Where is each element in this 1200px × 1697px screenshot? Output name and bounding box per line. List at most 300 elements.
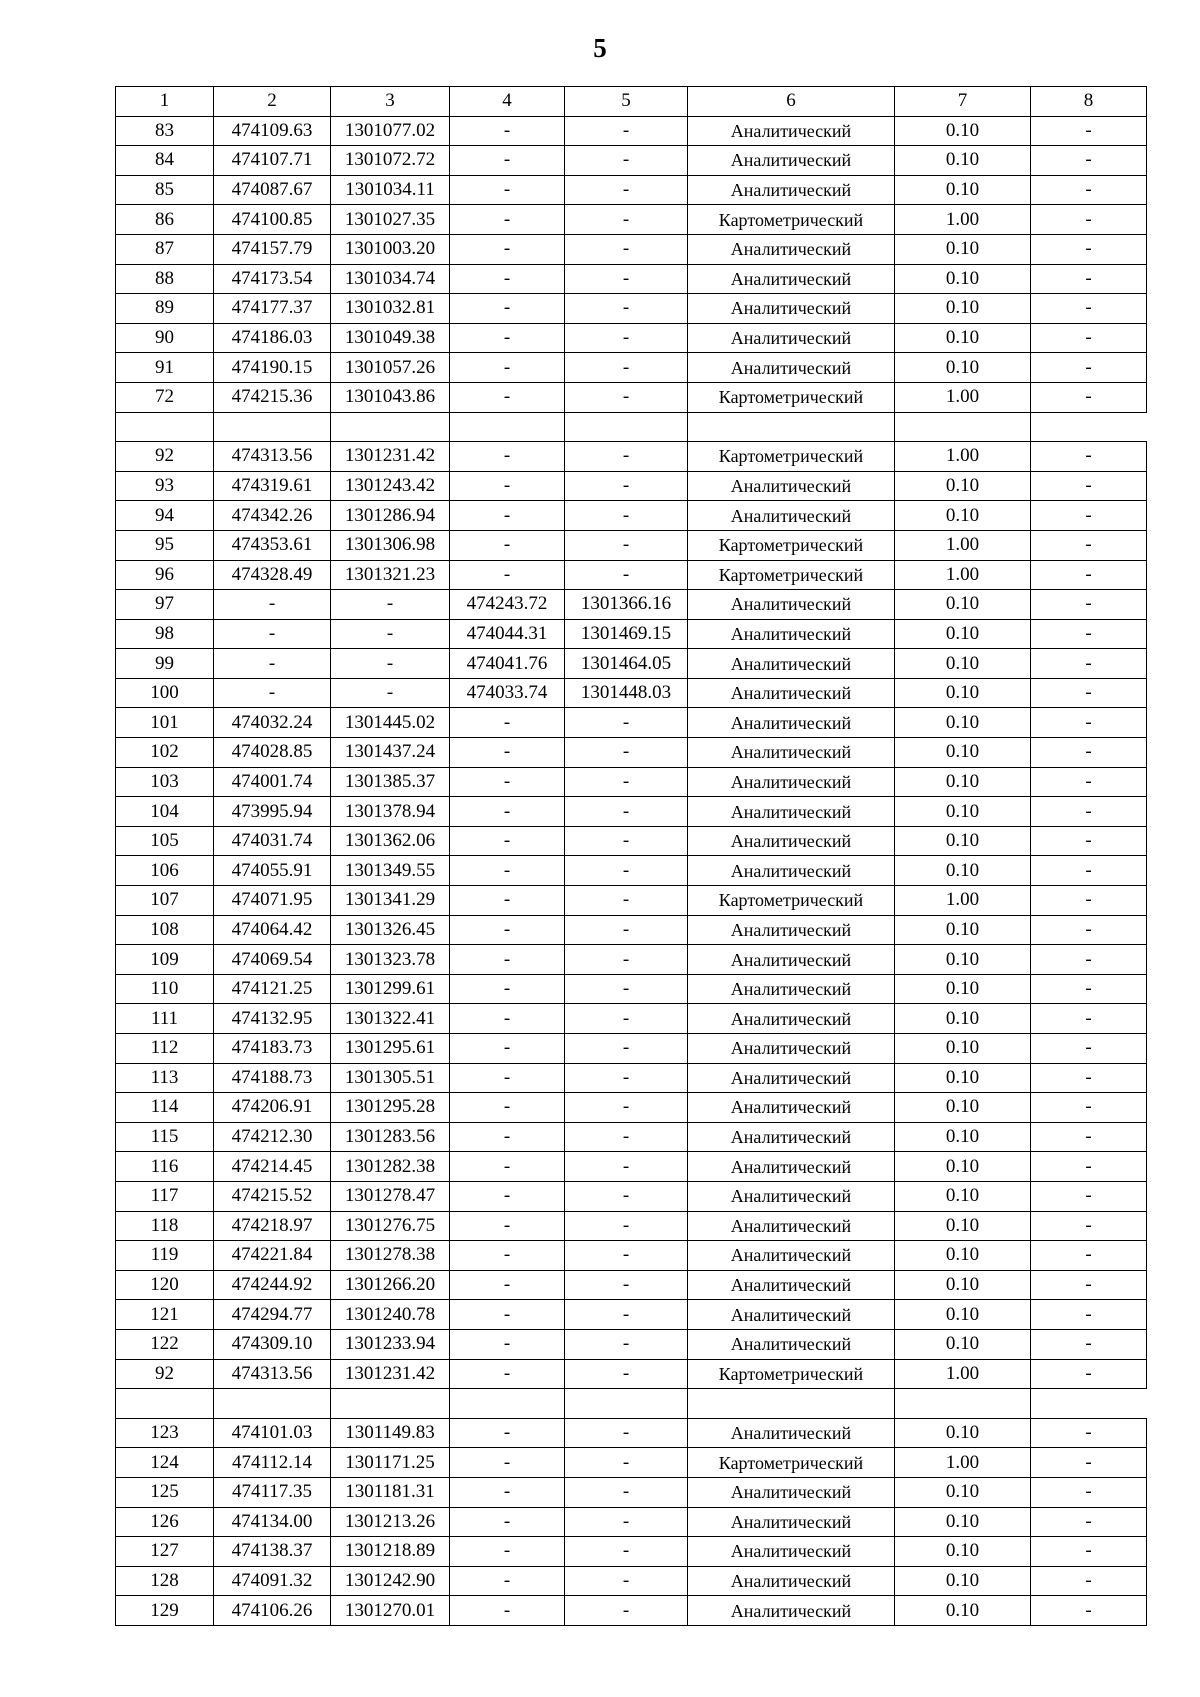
- accuracy-cell: 0.10: [895, 826, 1031, 856]
- accuracy-cell: 1.00: [895, 530, 1031, 560]
- x-coordinate-cell: 474031.74: [214, 826, 331, 856]
- empty-cell: [331, 412, 450, 442]
- point-number-cell: 95: [116, 530, 214, 560]
- accuracy-cell: 0.10: [895, 1034, 1031, 1064]
- y-coordinate-cell: 1301445.02: [331, 708, 450, 738]
- x-coordinate-cell: -: [214, 590, 331, 620]
- x-coordinate-cell: 474342.26: [214, 501, 331, 531]
- y-coordinate-cell: 1301034.74: [331, 264, 450, 294]
- empty-cell: [116, 1389, 214, 1419]
- x-coordinate-alt-cell: -: [450, 294, 565, 324]
- note-cell: -: [1031, 1181, 1147, 1211]
- method-cell: Аналитический: [688, 146, 895, 176]
- method-cell: Картометрический: [688, 886, 895, 916]
- accuracy-cell: 0.10: [895, 945, 1031, 975]
- y-coordinate-alt-cell: 1301464.05: [565, 649, 688, 679]
- method-cell: Аналитический: [688, 294, 895, 324]
- table-row: [116, 915, 1147, 945]
- y-coordinate-alt-cell: -: [565, 945, 688, 975]
- y-coordinate-cell: 1301171.25: [331, 1448, 450, 1478]
- y-coordinate-cell: 1301323.78: [331, 945, 450, 975]
- note-cell: -: [1031, 590, 1147, 620]
- method-cell: Аналитический: [688, 1034, 895, 1064]
- note-cell: -: [1031, 1329, 1147, 1359]
- x-coordinate-alt-cell: -: [450, 175, 565, 205]
- table-row: [116, 294, 1147, 324]
- y-coordinate-cell: 1301049.38: [331, 323, 450, 353]
- y-coordinate-cell: 1301243.42: [331, 471, 450, 501]
- x-coordinate-cell: 474138.37: [214, 1537, 331, 1567]
- y-coordinate-cell: 1301282.38: [331, 1152, 450, 1182]
- note-cell: -: [1031, 471, 1147, 501]
- y-coordinate-alt-cell: -: [565, 856, 688, 886]
- accuracy-cell: 0.10: [895, 1477, 1031, 1507]
- x-coordinate-alt-cell: -: [450, 767, 565, 797]
- point-number-cell: 107: [116, 886, 214, 916]
- note-cell: -: [1031, 1152, 1147, 1182]
- x-coordinate-cell: 474157.79: [214, 234, 331, 264]
- table-row: [116, 175, 1147, 205]
- x-coordinate-alt-cell: -: [450, 1004, 565, 1034]
- method-cell: Картометрический: [688, 382, 895, 412]
- y-coordinate-cell: 1301283.56: [331, 1122, 450, 1152]
- point-number-cell: 115: [116, 1122, 214, 1152]
- y-coordinate-alt-cell: -: [565, 116, 688, 146]
- empty-cell: [116, 412, 214, 442]
- y-coordinate-alt-cell: -: [565, 1477, 688, 1507]
- accuracy-cell: 0.10: [895, 1329, 1031, 1359]
- x-coordinate-alt-cell: -: [450, 1596, 565, 1626]
- table-row: [116, 382, 1147, 412]
- y-coordinate-cell: 1301231.42: [331, 1359, 450, 1389]
- y-coordinate-cell: 1301233.94: [331, 1329, 450, 1359]
- point-number-cell: 85: [116, 175, 214, 205]
- note-cell: -: [1031, 294, 1147, 324]
- y-coordinate-cell: 1301057.26: [331, 353, 450, 383]
- y-coordinate-alt-cell: -: [565, 353, 688, 383]
- y-coordinate-cell: 1301077.02: [331, 116, 450, 146]
- point-number-cell: 106: [116, 856, 214, 886]
- x-coordinate-alt-cell: -: [450, 323, 565, 353]
- y-coordinate-alt-cell: -: [565, 1596, 688, 1626]
- point-number-cell: 90: [116, 323, 214, 353]
- x-coordinate-cell: 474313.56: [214, 1359, 331, 1389]
- table-row: [116, 1152, 1147, 1182]
- accuracy-cell: 0.10: [895, 974, 1031, 1004]
- method-cell: Аналитический: [688, 1181, 895, 1211]
- x-coordinate-cell: 474188.73: [214, 1063, 331, 1093]
- x-coordinate-alt-cell: -: [450, 205, 565, 235]
- point-number-cell: 108: [116, 915, 214, 945]
- method-cell: Аналитический: [688, 678, 895, 708]
- point-number-cell: 123: [116, 1418, 214, 1448]
- y-coordinate-alt-cell: -: [565, 382, 688, 412]
- y-coordinate-alt-cell: -: [565, 1300, 688, 1330]
- y-coordinate-alt-cell: 1301366.16: [565, 590, 688, 620]
- table-row: [116, 471, 1147, 501]
- y-coordinate-cell: 1301032.81: [331, 294, 450, 324]
- table-row: [116, 501, 1147, 531]
- note-cell: -: [1031, 1507, 1147, 1537]
- method-cell: Аналитический: [688, 856, 895, 886]
- method-cell: Аналитический: [688, 1507, 895, 1537]
- accuracy-cell: 0.10: [895, 234, 1031, 264]
- method-cell: Аналитический: [688, 1004, 895, 1034]
- note-cell: -: [1031, 708, 1147, 738]
- note-cell: -: [1031, 501, 1147, 531]
- method-cell: Аналитический: [688, 501, 895, 531]
- method-cell: Аналитический: [688, 116, 895, 146]
- note-cell: -: [1031, 1093, 1147, 1123]
- y-coordinate-alt-cell: -: [565, 234, 688, 264]
- x-coordinate-cell: 474183.73: [214, 1034, 331, 1064]
- accuracy-cell: 0.10: [895, 1300, 1031, 1330]
- x-coordinate-alt-cell: -: [450, 382, 565, 412]
- point-number-cell: 114: [116, 1093, 214, 1123]
- y-coordinate-cell: 1301270.01: [331, 1596, 450, 1626]
- x-coordinate-alt-cell: -: [450, 1211, 565, 1241]
- method-cell: Аналитический: [688, 767, 895, 797]
- y-coordinate-alt-cell: -: [565, 767, 688, 797]
- separator-row: [116, 412, 1147, 442]
- accuracy-cell: 0.10: [895, 678, 1031, 708]
- point-number-cell: 87: [116, 234, 214, 264]
- note-cell: -: [1031, 382, 1147, 412]
- accuracy-cell: 0.10: [895, 1122, 1031, 1152]
- x-coordinate-cell: 474101.03: [214, 1418, 331, 1448]
- accuracy-cell: 0.10: [895, 146, 1031, 176]
- note-cell: -: [1031, 797, 1147, 827]
- note-cell: -: [1031, 175, 1147, 205]
- x-coordinate-cell: 474134.00: [214, 1507, 331, 1537]
- method-cell: Аналитический: [688, 1477, 895, 1507]
- method-cell: Картометрический: [688, 530, 895, 560]
- method-cell: Аналитический: [688, 590, 895, 620]
- method-cell: Аналитический: [688, 234, 895, 264]
- table-row: [116, 767, 1147, 797]
- y-coordinate-alt-cell: -: [565, 1359, 688, 1389]
- method-cell: Аналитический: [688, 1241, 895, 1271]
- x-coordinate-cell: 474215.36: [214, 382, 331, 412]
- method-cell: Картометрический: [688, 560, 895, 590]
- x-coordinate-alt-cell: -: [450, 1537, 565, 1567]
- table-row: [116, 1211, 1147, 1241]
- point-number-cell: 103: [116, 767, 214, 797]
- note-cell: -: [1031, 678, 1147, 708]
- method-cell: Аналитический: [688, 1329, 895, 1359]
- table-row: [116, 1004, 1147, 1034]
- header-cell: 2: [214, 87, 331, 117]
- x-coordinate-cell: 474214.45: [214, 1152, 331, 1182]
- x-coordinate-alt-cell: -: [450, 116, 565, 146]
- empty-cell: [688, 412, 895, 442]
- y-coordinate-cell: 1301306.98: [331, 530, 450, 560]
- x-coordinate-cell: -: [214, 678, 331, 708]
- table-row: [116, 708, 1147, 738]
- x-coordinate-alt-cell: -: [450, 530, 565, 560]
- accuracy-cell: 0.10: [895, 856, 1031, 886]
- method-cell: Аналитический: [688, 1063, 895, 1093]
- y-coordinate-cell: 1301242.90: [331, 1566, 450, 1596]
- x-coordinate-alt-cell: -: [450, 886, 565, 916]
- point-number-cell: 127: [116, 1537, 214, 1567]
- method-cell: Аналитический: [688, 797, 895, 827]
- x-coordinate-cell: 474100.85: [214, 205, 331, 235]
- accuracy-cell: 0.10: [895, 619, 1031, 649]
- y-coordinate-alt-cell: -: [565, 915, 688, 945]
- table-row: [116, 590, 1147, 620]
- point-number-cell: 113: [116, 1063, 214, 1093]
- point-number-cell: 129: [116, 1596, 214, 1626]
- note-cell: -: [1031, 116, 1147, 146]
- accuracy-cell: 1.00: [895, 205, 1031, 235]
- accuracy-cell: 0.10: [895, 353, 1031, 383]
- x-coordinate-cell: 474353.61: [214, 530, 331, 560]
- accuracy-cell: 1.00: [895, 1448, 1031, 1478]
- accuracy-cell: 0.10: [895, 1241, 1031, 1271]
- x-coordinate-cell: 474173.54: [214, 264, 331, 294]
- point-number-cell: 104: [116, 797, 214, 827]
- method-cell: Аналитический: [688, 1093, 895, 1123]
- note-cell: -: [1031, 1300, 1147, 1330]
- point-number-cell: 116: [116, 1152, 214, 1182]
- table-row: [116, 945, 1147, 975]
- method-cell: Аналитический: [688, 945, 895, 975]
- y-coordinate-cell: 1301034.11: [331, 175, 450, 205]
- x-coordinate-cell: 474121.25: [214, 974, 331, 1004]
- empty-cell: [450, 1389, 565, 1419]
- y-coordinate-alt-cell: -: [565, 797, 688, 827]
- y-coordinate-alt-cell: 1301469.15: [565, 619, 688, 649]
- x-coordinate-alt-cell: -: [450, 1034, 565, 1064]
- note-cell: -: [1031, 1211, 1147, 1241]
- point-number-cell: 125: [116, 1477, 214, 1507]
- y-coordinate-cell: 1301341.29: [331, 886, 450, 916]
- y-coordinate-cell: 1301231.42: [331, 442, 450, 472]
- table-row: [116, 1093, 1147, 1123]
- x-coordinate-cell: 474032.24: [214, 708, 331, 738]
- x-coordinate-alt-cell: -: [450, 234, 565, 264]
- empty-cell: [214, 412, 331, 442]
- method-cell: Аналитический: [688, 175, 895, 205]
- accuracy-cell: 0.10: [895, 471, 1031, 501]
- y-coordinate-cell: 1301286.94: [331, 501, 450, 531]
- note-cell: -: [1031, 826, 1147, 856]
- table-row: [116, 530, 1147, 560]
- y-coordinate-cell: 1301003.20: [331, 234, 450, 264]
- x-coordinate-cell: 474218.97: [214, 1211, 331, 1241]
- table-row: [116, 1448, 1147, 1478]
- y-coordinate-cell: 1301362.06: [331, 826, 450, 856]
- empty-cell: [1031, 412, 1147, 442]
- x-coordinate-alt-cell: -: [450, 1329, 565, 1359]
- x-coordinate-cell: 474132.95: [214, 1004, 331, 1034]
- y-coordinate-cell: -: [331, 649, 450, 679]
- point-number-cell: 124: [116, 1448, 214, 1478]
- accuracy-cell: 0.10: [895, 1537, 1031, 1567]
- note-cell: -: [1031, 1596, 1147, 1626]
- note-cell: -: [1031, 205, 1147, 235]
- x-coordinate-alt-cell: 474033.74: [450, 678, 565, 708]
- table-row: [116, 1537, 1147, 1567]
- point-number-cell: 84: [116, 146, 214, 176]
- x-coordinate-alt-cell: -: [450, 915, 565, 945]
- accuracy-cell: 0.10: [895, 264, 1031, 294]
- point-number-cell: 97: [116, 590, 214, 620]
- y-coordinate-alt-cell: -: [565, 1211, 688, 1241]
- method-cell: Аналитический: [688, 826, 895, 856]
- x-coordinate-alt-cell: -: [450, 501, 565, 531]
- table-row: [116, 264, 1147, 294]
- accuracy-cell: 0.10: [895, 116, 1031, 146]
- y-coordinate-alt-cell: -: [565, 1537, 688, 1567]
- table-row: [116, 1241, 1147, 1271]
- y-coordinate-cell: 1301276.75: [331, 1211, 450, 1241]
- note-cell: -: [1031, 1241, 1147, 1271]
- accuracy-cell: 0.10: [895, 1418, 1031, 1448]
- point-number-cell: 91: [116, 353, 214, 383]
- x-coordinate-alt-cell: -: [450, 264, 565, 294]
- table-body: [116, 87, 1147, 1626]
- x-coordinate-alt-cell: -: [450, 738, 565, 768]
- empty-cell: [688, 1389, 895, 1419]
- x-coordinate-alt-cell: -: [450, 1507, 565, 1537]
- accuracy-cell: 0.10: [895, 1270, 1031, 1300]
- y-coordinate-cell: 1301181.31: [331, 1477, 450, 1507]
- note-cell: -: [1031, 1566, 1147, 1596]
- y-coordinate-alt-cell: -: [565, 708, 688, 738]
- y-coordinate-alt-cell: -: [565, 501, 688, 531]
- y-coordinate-cell: 1301278.38: [331, 1241, 450, 1271]
- y-coordinate-alt-cell: -: [565, 1418, 688, 1448]
- x-coordinate-alt-cell: -: [450, 146, 565, 176]
- y-coordinate-cell: 1301072.72: [331, 146, 450, 176]
- method-cell: Аналитический: [688, 974, 895, 1004]
- x-coordinate-alt-cell: -: [450, 856, 565, 886]
- y-coordinate-cell: 1301295.28: [331, 1093, 450, 1123]
- table-row: [116, 1596, 1147, 1626]
- y-coordinate-cell: 1301322.41: [331, 1004, 450, 1034]
- method-cell: Аналитический: [688, 1537, 895, 1567]
- y-coordinate-alt-cell: -: [565, 1270, 688, 1300]
- method-cell: Аналитический: [688, 264, 895, 294]
- table-row: [116, 1063, 1147, 1093]
- y-coordinate-cell: 1301349.55: [331, 856, 450, 886]
- accuracy-cell: 0.10: [895, 1152, 1031, 1182]
- y-coordinate-cell: -: [331, 619, 450, 649]
- method-cell: Аналитический: [688, 1211, 895, 1241]
- note-cell: -: [1031, 234, 1147, 264]
- note-cell: -: [1031, 442, 1147, 472]
- point-number-cell: 126: [116, 1507, 214, 1537]
- x-coordinate-cell: 474319.61: [214, 471, 331, 501]
- accuracy-cell: 1.00: [895, 382, 1031, 412]
- note-cell: -: [1031, 856, 1147, 886]
- point-number-cell: 100: [116, 678, 214, 708]
- x-coordinate-alt-cell: -: [450, 560, 565, 590]
- header-cell: 8: [1031, 87, 1147, 117]
- coordinates-table: [115, 86, 1147, 1626]
- point-number-cell: 110: [116, 974, 214, 1004]
- x-coordinate-cell: 474112.14: [214, 1448, 331, 1478]
- method-cell: Картометрический: [688, 1359, 895, 1389]
- header-cell: 1: [116, 87, 214, 117]
- table-row: [116, 1122, 1147, 1152]
- accuracy-cell: 1.00: [895, 560, 1031, 590]
- y-coordinate-cell: 1301266.20: [331, 1270, 450, 1300]
- method-cell: Картометрический: [688, 205, 895, 235]
- point-number-cell: 88: [116, 264, 214, 294]
- empty-cell: [214, 1389, 331, 1419]
- x-coordinate-cell: 474244.92: [214, 1270, 331, 1300]
- method-cell: Аналитический: [688, 1300, 895, 1330]
- point-number-cell: 92: [116, 442, 214, 472]
- accuracy-cell: 0.10: [895, 767, 1031, 797]
- y-coordinate-alt-cell: 1301448.03: [565, 678, 688, 708]
- x-coordinate-cell: 474069.54: [214, 945, 331, 975]
- accuracy-cell: 0.10: [895, 649, 1031, 679]
- note-cell: -: [1031, 1418, 1147, 1448]
- point-number-cell: 117: [116, 1181, 214, 1211]
- accuracy-cell: 0.10: [895, 915, 1031, 945]
- table-row: [116, 856, 1147, 886]
- note-cell: -: [1031, 1034, 1147, 1064]
- table-row: [116, 1329, 1147, 1359]
- table-row: [116, 353, 1147, 383]
- x-coordinate-alt-cell: -: [450, 797, 565, 827]
- y-coordinate-alt-cell: -: [565, 294, 688, 324]
- method-cell: Аналитический: [688, 1418, 895, 1448]
- x-coordinate-cell: 474109.63: [214, 116, 331, 146]
- note-cell: -: [1031, 530, 1147, 560]
- y-coordinate-cell: 1301299.61: [331, 974, 450, 1004]
- x-coordinate-cell: 474055.91: [214, 856, 331, 886]
- x-coordinate-alt-cell: -: [450, 471, 565, 501]
- x-coordinate-cell: 474309.10: [214, 1329, 331, 1359]
- y-coordinate-alt-cell: -: [565, 1181, 688, 1211]
- accuracy-cell: 0.10: [895, 708, 1031, 738]
- method-cell: Аналитический: [688, 1270, 895, 1300]
- x-coordinate-alt-cell: -: [450, 1122, 565, 1152]
- accuracy-cell: 0.10: [895, 501, 1031, 531]
- table-row: [116, 1034, 1147, 1064]
- point-number-cell: 98: [116, 619, 214, 649]
- point-number-cell: 112: [116, 1034, 214, 1064]
- table-row: [116, 1270, 1147, 1300]
- y-coordinate-cell: -: [331, 678, 450, 708]
- x-coordinate-alt-cell: -: [450, 1477, 565, 1507]
- x-coordinate-alt-cell: -: [450, 826, 565, 856]
- y-coordinate-cell: 1301043.86: [331, 382, 450, 412]
- accuracy-cell: 0.10: [895, 1566, 1031, 1596]
- y-coordinate-alt-cell: -: [565, 1034, 688, 1064]
- table-row: [116, 826, 1147, 856]
- x-coordinate-alt-cell: -: [450, 442, 565, 472]
- x-coordinate-cell: 473995.94: [214, 797, 331, 827]
- header-cell: 7: [895, 87, 1031, 117]
- table-row: [116, 619, 1147, 649]
- accuracy-cell: 1.00: [895, 886, 1031, 916]
- method-cell: Аналитический: [688, 1566, 895, 1596]
- x-coordinate-alt-cell: -: [450, 1566, 565, 1596]
- point-number-cell: 128: [116, 1566, 214, 1596]
- method-cell: Картометрический: [688, 442, 895, 472]
- method-cell: Аналитический: [688, 619, 895, 649]
- x-coordinate-alt-cell: -: [450, 1093, 565, 1123]
- method-cell: Аналитический: [688, 471, 895, 501]
- empty-cell: [565, 1389, 688, 1419]
- point-number-cell: 122: [116, 1329, 214, 1359]
